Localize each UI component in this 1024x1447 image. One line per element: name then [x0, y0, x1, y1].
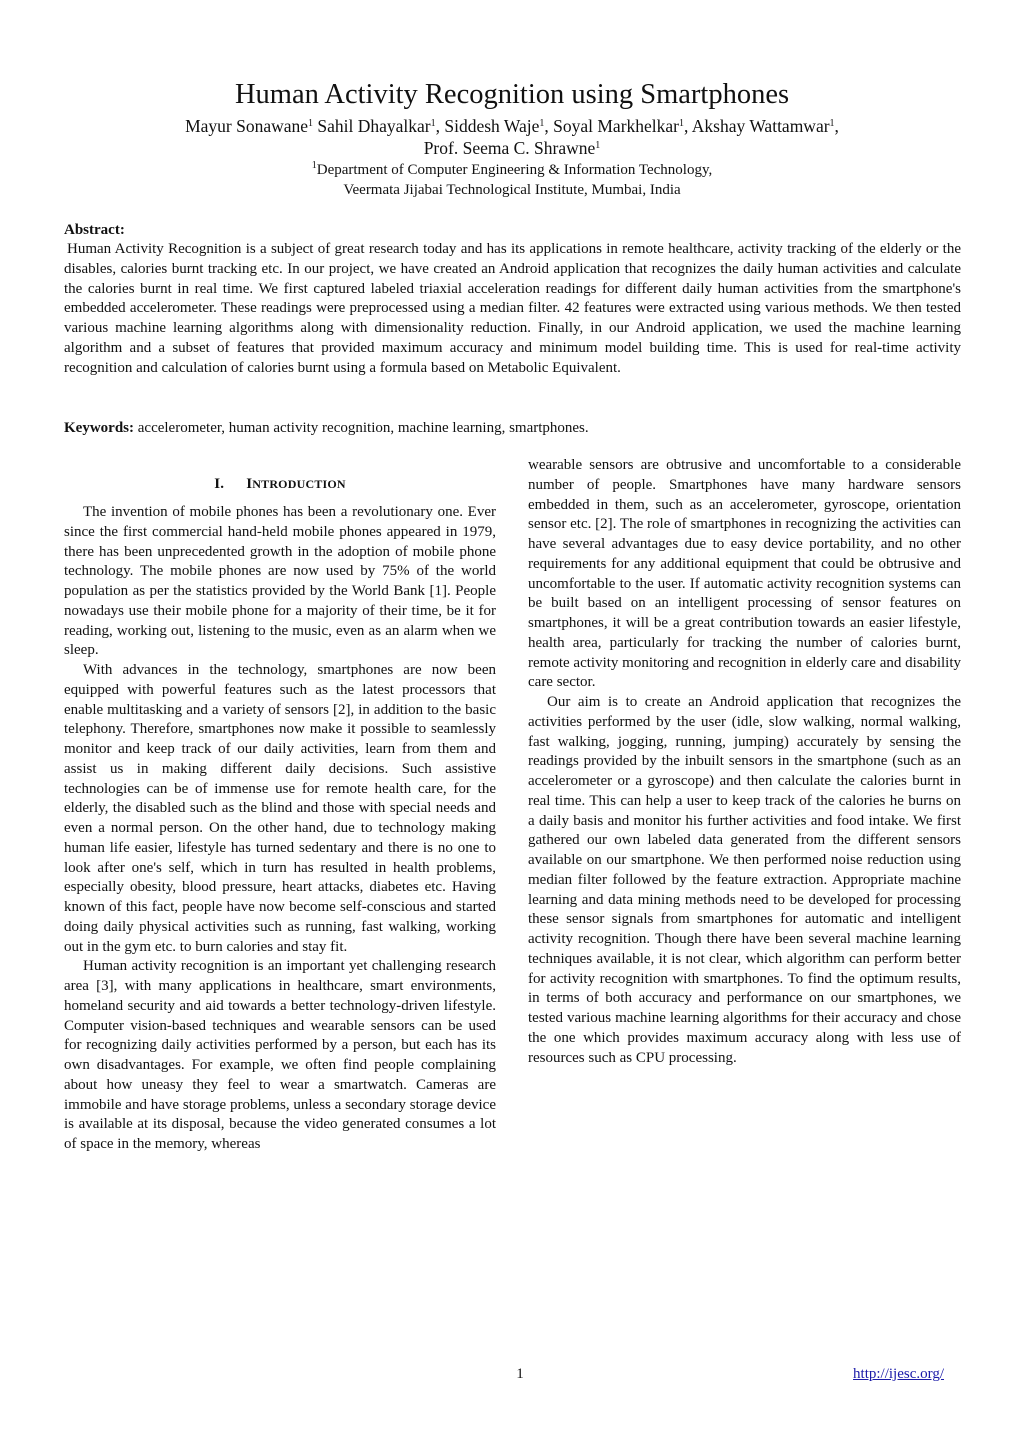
author: Prof. Seema C. Shrawne$^1$	[423, 138, 601, 158]
journal-link[interactable]: http://ijesc.org/	[853, 1366, 944, 1382]
page-number: 1	[516, 1366, 524, 1382]
right-column	[528, 456, 961, 1068]
paragraph: Our aim is to create an Android application that recognizes the activities performed by the user (idle, slow walking, normal walking, fast walking, jogging, running, jumping) accurately by sensing the readings provided by the inbuilt sensors in the smartphone (such as an accelerometer or a gyroscope) and then calculate the calories burnt in real time. This can help a user to keep track of the calories he burns on a daily basis and monitor his further activities and food intake. We first gathered our own labeled data generated from the different sensors available on our smartphone. We then performed noise reduction using median filter followed by the feature extraction. Appropriate machine learning and data mining methods need to be developed for processing these sensor signals from smartphones for automatic and intelligent activity recognition. Though there have been several machine learning techniques available, it is not clear, which algorithm can perform better for activity recognition with smartphones. To find the optimum results, in terms of both accuracy and performance on our smartphones, we tested various machine learning algorithms for their accuracy and chose the one which provides maximum accuracy along with less use of resources such as CPU processing.	[528, 694, 961, 1066]
affiliation: $^1$Department of Computer Engineering & Information Technology, Veermata Jijabai Technological Institute, Mumbai, India	[311, 160, 713, 198]
left-column	[64, 474, 496, 1155]
author: Sahil Dhayalkar$^1$,	[317, 116, 445, 136]
author: Siddesh Waje$^1$,	[444, 116, 554, 136]
author: Mayur Sonawane$^1$	[185, 116, 314, 136]
section-heading-introduction: I. INTRODUCTION	[214, 476, 346, 492]
paragraph: With advances in the technology, smartphones are now been equipped with powerful features such as the latest processors that enable multitasking and a variety of sensors [2], in addition to the basic telephony. Therefore, smartphones now make it possible to seamlessly monitor and keep track of our daily activities, learn from them and assist us in making different daily decisions. Such assistive technologies can be of immense use for remote health care, for the elderly, the disabled such as the blind and those with special needs and even a normal person. On the other hand, due to technology making human life easier, lifestyle has turned sedentary and there is no one to look after one's self, which in turn has resulted in health problems, especially obesity, blood pressure, heart attacks, diabetes etc. Having known of this fact, people have now become self-conscious and started doing daily physical activities such as running, fast walking, working out in the gym etc. to burn calories and stay fit.	[64, 662, 496, 955]
author: Akshay Wattamwar$^1$,	[691, 116, 839, 136]
paragraph: The invention of mobile phones has been a revolutionary one. Ever since the first commercial hand-held mobile phones appeared in 1979, there has been unprecedented growth in the adoption of mobile phone technology. The mobile phones are now used by 75% of the world population as per the statistics provided by the World Bank [1]. People nowadays use their mobile phone for a majority of their time, be it for reading, working out, listening to the music, even as an alarm when we sleep.	[64, 504, 496, 659]
keywords-text: accelerometer, human activity recognition, machine learning, smartphones.	[137, 420, 589, 436]
paragraph: Human activity recognition is an important yet challenging research area [3], with many applications in healthcare, smart environments, homeland security and aid towards a better technology-driven lifestyle. Computer vision-based techniques and wearable sensors can be used for recognizing daily activities performed by a person, but each has its own disadvantages. For example, we often find people complaining about how uneasy they feel to wear a smartwatch. Cameras are immobile and have storage problems, unless a secondary storage device is available at its disposal, because the video generated consumes a lot of space in the memory, whereas	[64, 958, 496, 1152]
abstract-heading: Abstract:	[64, 222, 125, 238]
paper-title: Human Activity Recognition using Smartphones	[234, 79, 790, 110]
author: Soyal Markhelkar$^1$,	[553, 116, 692, 136]
keywords-label: Keywords:	[64, 420, 134, 436]
paragraph-continued: wearable sensors are obtrusive and uncomfortable to a considerable number of people. Smartphones have many hardware sensors embedded in them, such as an accelerometer, gyroscope, orientation sensor etc. [2]. The role of smartphones in recognizing the activities can have several advantages due to easy device portability, and no other requirements for any additional equipment that could be obtrusive and uncomfortable to the user. If automatic activity recognition systems can be built based on an intelligent processing of sensor features on smartphones, it will be a great contribution towards an easier lifestyle, health area, particularly for tracking the number of calories burnt, remote activity monitoring and recognition in elderly care and disability care sector.	[528, 457, 961, 691]
abstract-text: Human Activity Recognition is a subject of great research today and has its applications in remote healthcare, activity tracking of the elderly or the disables, calories burnt tracking etc. In our project, we have created an Android application that recognizes the daily human activities and calculate the calories burnt in real time. We first captured labeled triaxial acceleration readings for different daily human activities from the smartphone's embedded accelerometer. These readings were preprocessed using a median filter. 42 features were extracted using various methods. We then tested various machine learning algorithms along with dimensionality reduction. Finally, in our Android application, we used the machine learning algorithm and a subset of features that provided maximum accuracy and minimum model building time. This is used for real-time activity recognition and calculation of calories burnt using a formula based on Metabolic Equivalent.	[64, 241, 961, 376]
keywords	[64, 418, 961, 438]
author-list	[0, 115, 1024, 159]
